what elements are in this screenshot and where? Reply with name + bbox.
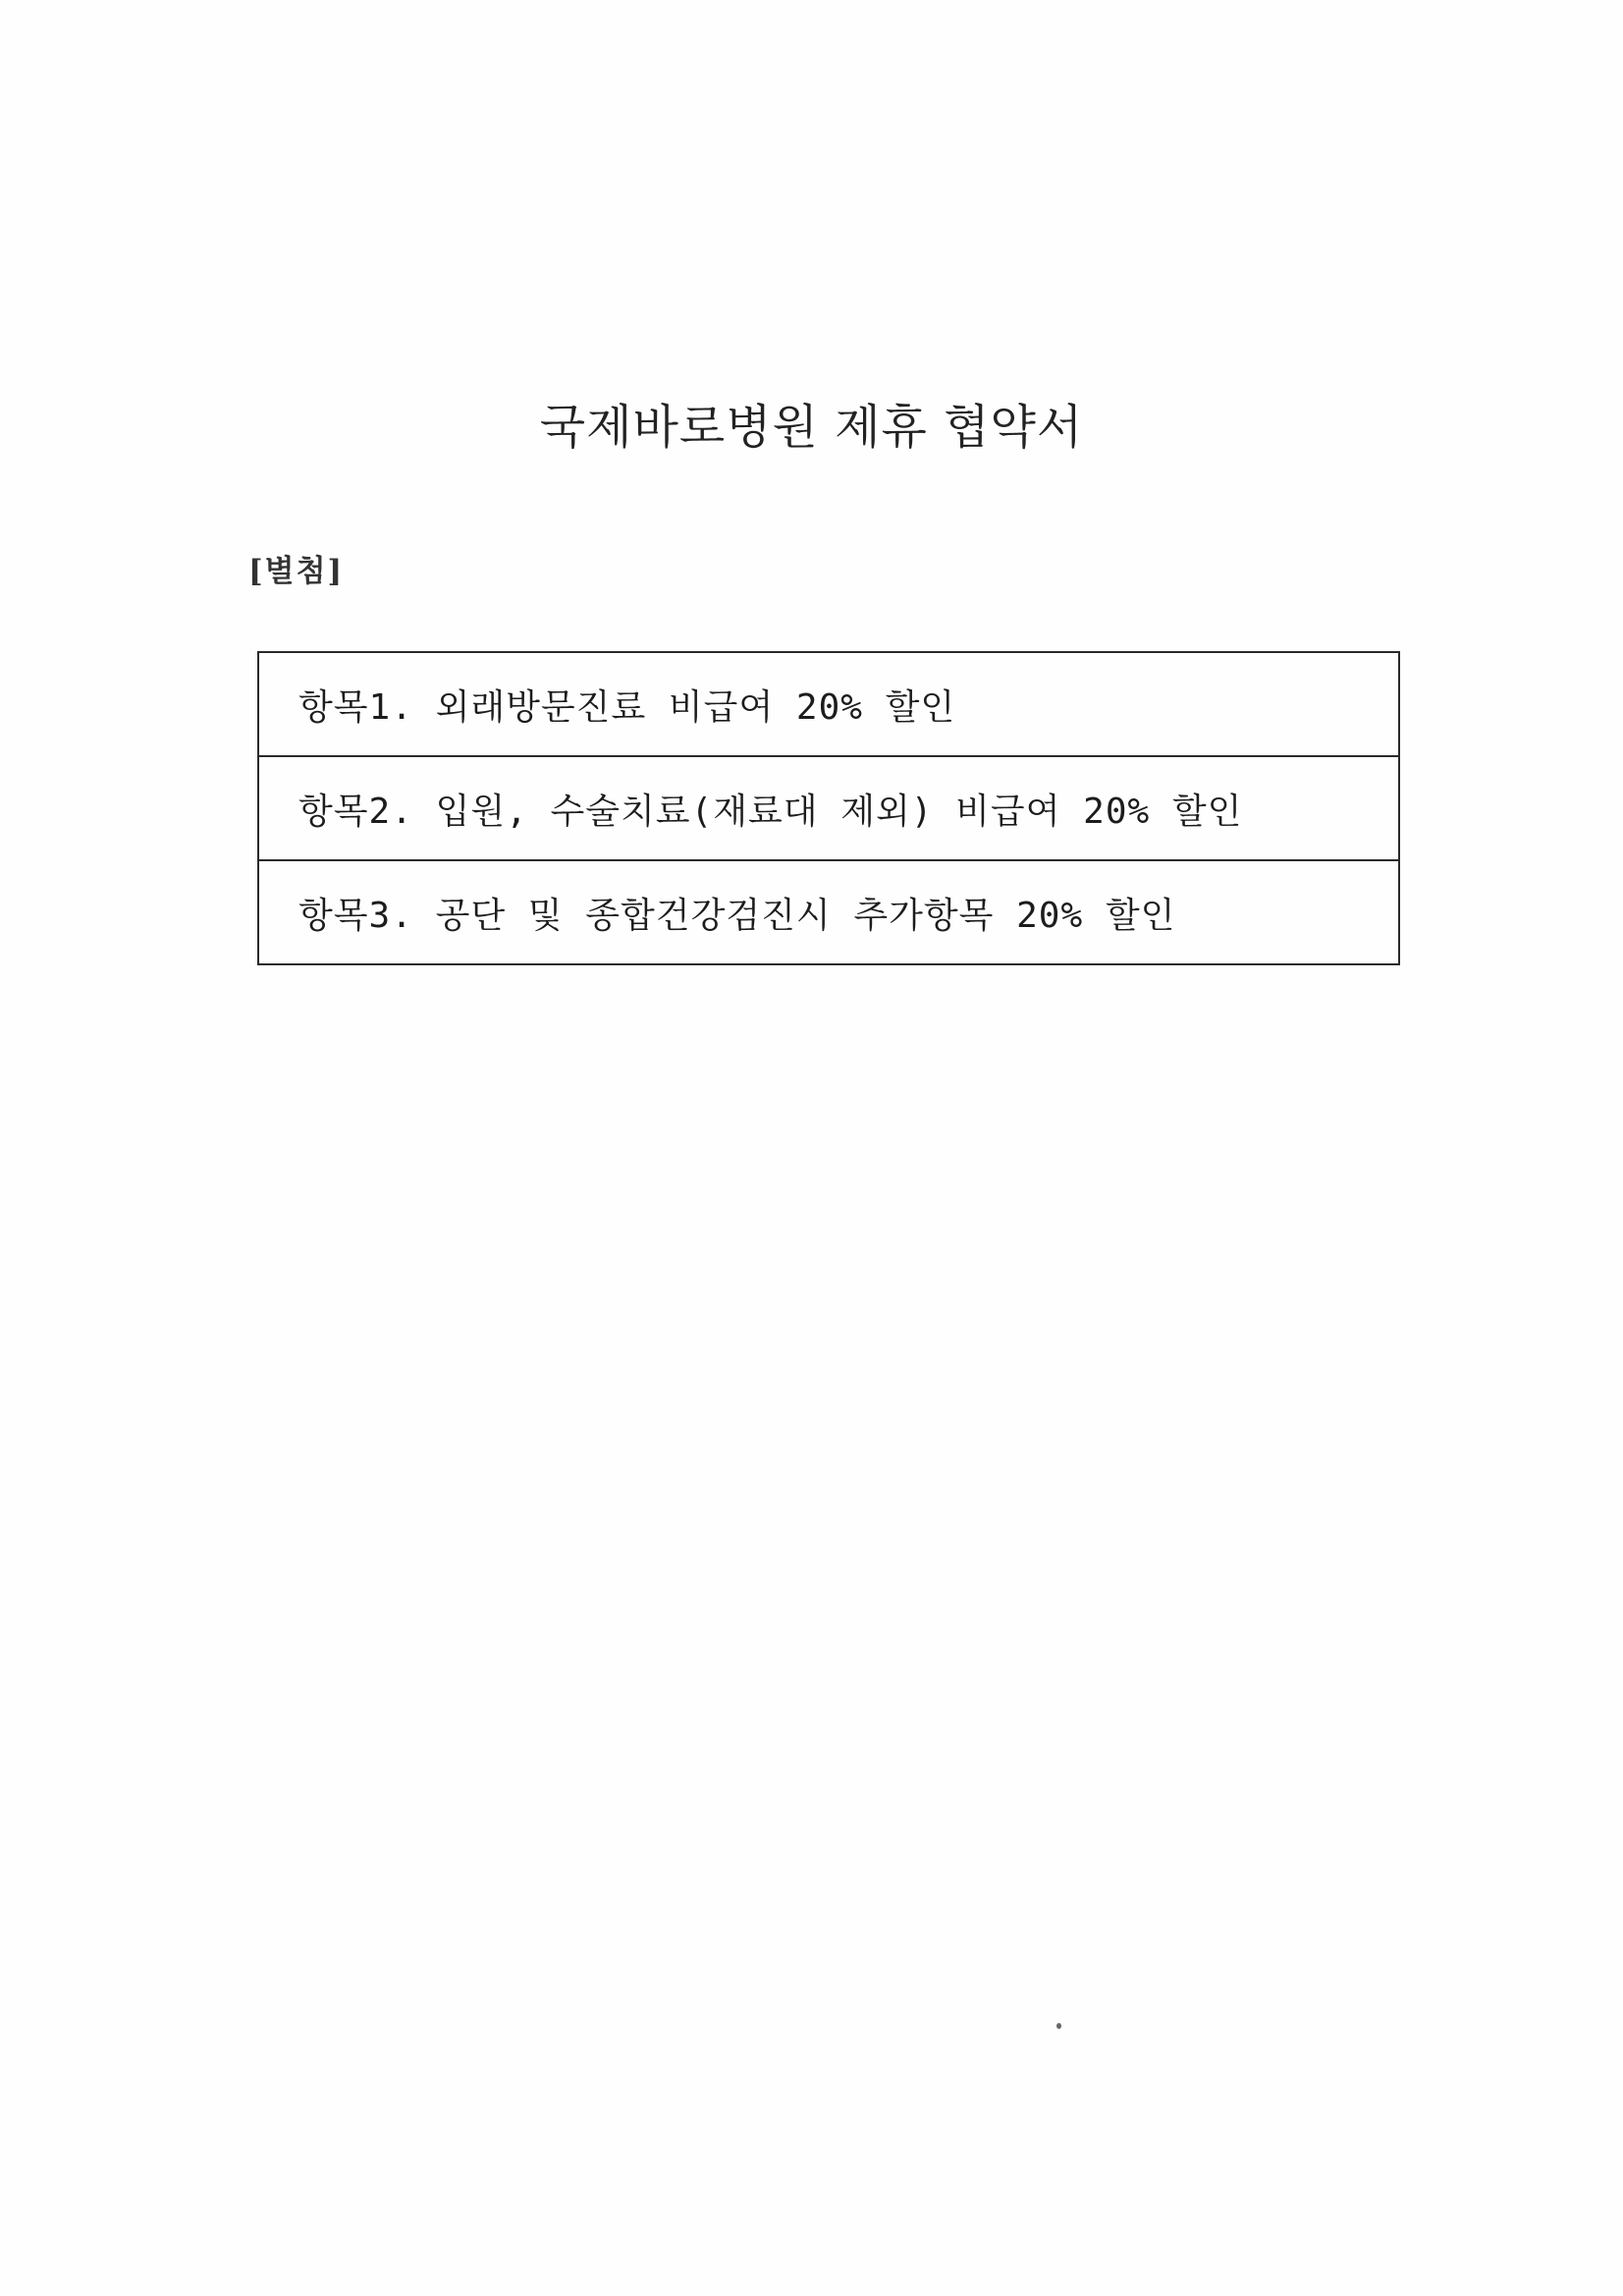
scan-speck: [1056, 2023, 1061, 2029]
benefits-table: [257, 651, 1400, 965]
table-row: [258, 860, 1399, 964]
benefit-item-1: 항목1. 외래방문진료 비급여 20% 할인: [258, 652, 1399, 756]
document-title: 국제바로병원 제휴 협약서: [539, 400, 1084, 455]
table-row: [258, 652, 1399, 756]
benefit-item-2: 항목2. 입원, 수술치료(재료대 제외) 비급여 20% 할인: [258, 756, 1399, 860]
table-row: [258, 756, 1399, 860]
attachment-label: [별첨]: [248, 554, 345, 589]
benefit-item-3: 항목3. 공단 및 종합건강검진시 추가항목 20% 할인: [298, 895, 1176, 936]
